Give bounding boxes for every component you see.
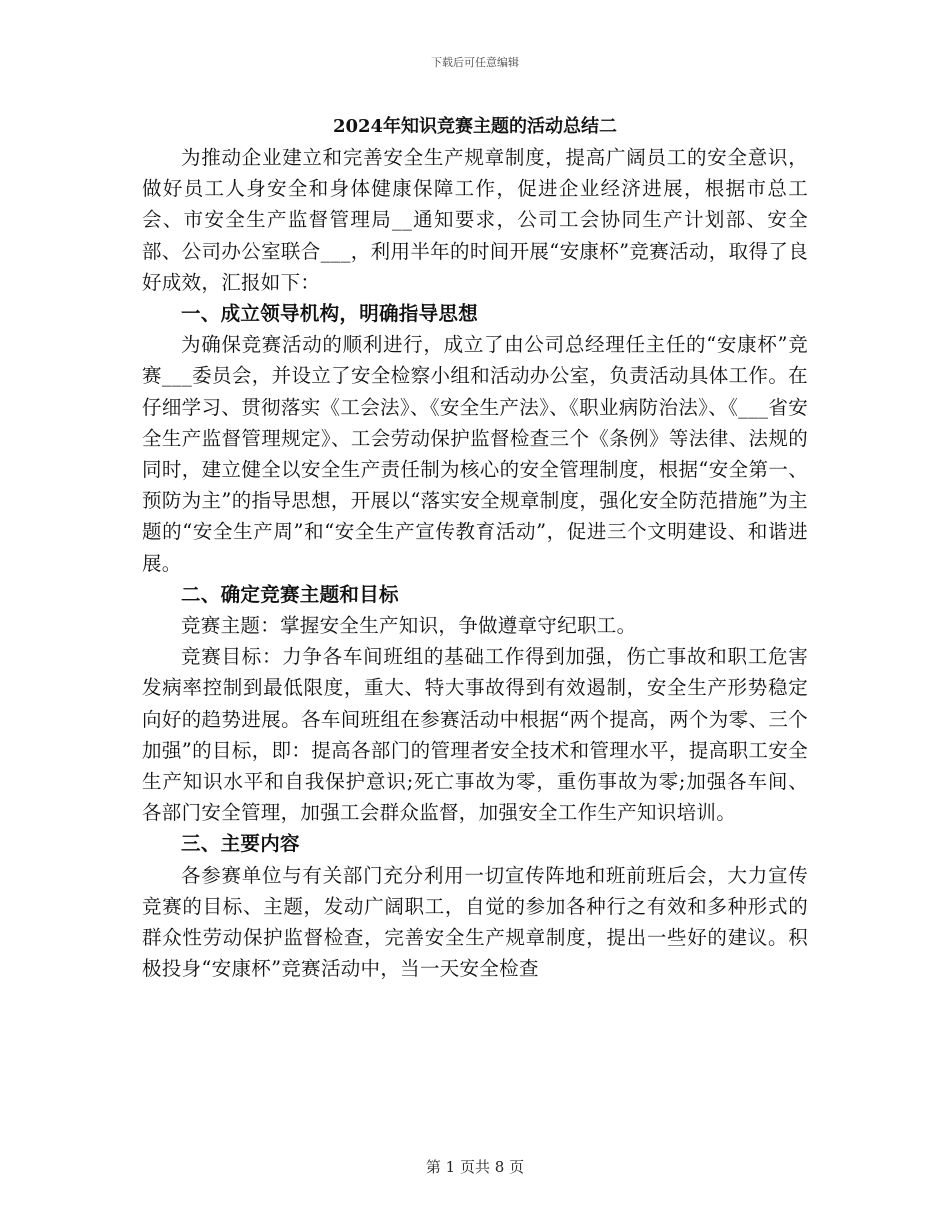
- paragraph-section-3: 各参赛单位与有关部门充分利用一切宣传阵地和班前班后会，大力宣传竞赛的目标、主题，发动广阔职工，自觉的参加各种行之有效和多种形式的群众性劳动保护监督检查，完善安全生产规章制度，提出一些好的建议。积极投身“安康杯”竞赛活动中，当一天安全检查: [142, 863, 808, 981]
- paragraph-competition-theme: 竞赛主题：掌握安全生产知识，争做遵章守纪职工。: [181, 614, 637, 638]
- document-title: 2024年知识竞赛主题的活动总结二: [332, 116, 618, 137]
- document-body: [142, 112, 808, 984]
- paragraph-section-1: 为确保竞赛活动的顺利进行，成立了由公司总经理任主任的“安康杯”竞赛___委员会，并设立了安全检察小组和活动办公室，负责活动具体工作。在仔细学习、贯彻落实《工会法》、《安全生产法》、《职业病防治法》、《___省安全生产监督管理规定》、工会劳动保护监督检查三个《条例》等法律、法规的同时，建立健全以安全生产责任制为核心的安全管理制度，根据“安全第一、预防为主”的指导思想，开展以“落实安全规章制度，强化安全防范措施”为主题的“安全生产周”和“安全生产宣传教育活动”，促进三个文明建设、和谐进展。: [142, 333, 808, 575]
- page-indicator: 第 1 页共 8 页: [425, 1158, 525, 1176]
- paragraph-competition-goal: 竞赛目标：力争各车间班组的基础工作得到加强，伤亡事故和职工危害发病率控制到最低限度，重大、特大事故得到有效遏制，安全生产形势稳定向好的趋势进展。各车间班组在参赛活动中根据“两个提高，两个为零、三个加强”的目标，即：提高各部门的管理者安全技术和管理水平，提高职工安全生产知识水平和自我保护意识;死亡事故为零，重伤事故为零;加强各车间、各部门安全管理，加强工会群众监督，加强安全工作生产知识培训。: [142, 645, 808, 825]
- section-heading-2: 二、确定竞赛主题和目标: [181, 582, 399, 606]
- header-note: 下载后可任意编辑: [431, 56, 519, 69]
- section-heading-1: 一、成立领导机构，明确指导思想: [181, 302, 479, 326]
- section-heading-3: 三、主要内容: [181, 832, 300, 856]
- paragraph-intro: 为推动企业建立和完善安全生产规章制度，提高广阔员工的安全意识，做好员工人身安全和身体健康保障工作，促进企业经济进展，根据市总工会、市安全生产监督管理局__通知要求，公司工会协同生产计划部、安全部、公司办公室联合___，利用半年的时间开展“安康杯”竞赛活动，取得了良好成效，汇报如下：: [142, 146, 808, 294]
